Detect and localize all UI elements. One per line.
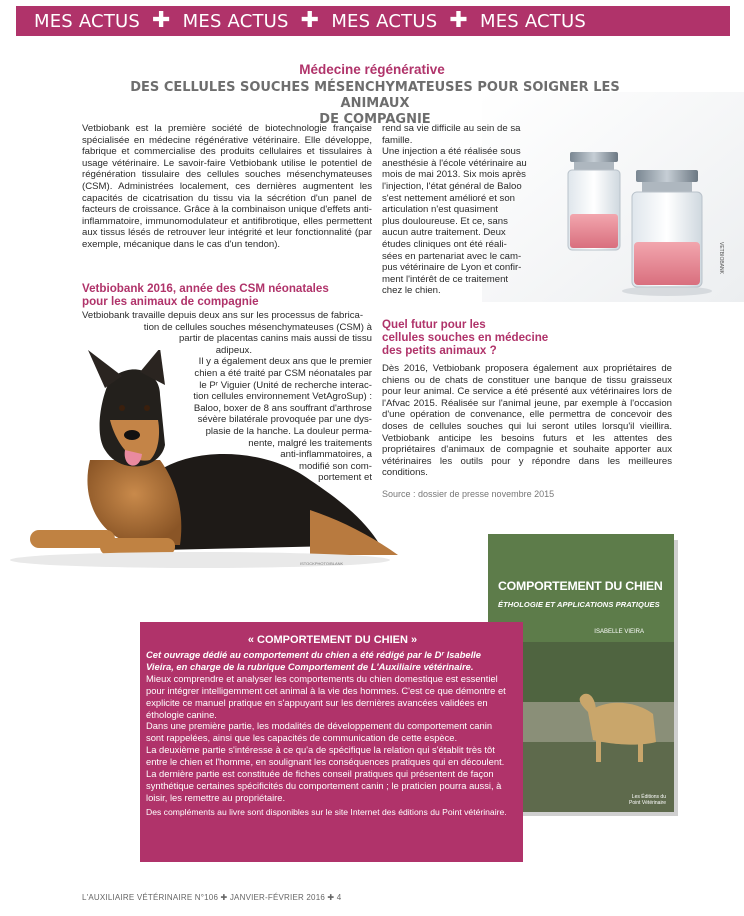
body-line: Baloo, boxer de 8 ans souffrant d'arthrose	[193, 402, 372, 414]
book-box-paragraph: Mieux comprendre et analyser les comportements du chien domestique est essentiel pour intégrer intelligemment cet animal à la vie des hommes. C'est ce que démontre et explicite ce manuel pratique en s'appuyant sur les dernières avancées validées en éthologie canine.	[146, 672, 506, 720]
body-line: articulation n'est quasiment	[382, 204, 498, 216]
body-line: s'est nettement amélioré et son	[382, 192, 516, 204]
body-line: plus douloureuse. Et ce, sans	[382, 215, 508, 227]
body-line: modifié son com-	[298, 460, 372, 472]
intro-paragraph: Vetbiobank est la première société de biotechnologie française spécialisée en médecine régénérative vétérinaire. Elle développe, fabrique et commercialise des produits cellulaires et tissulaires à usage vétérinaire. Le savoir-faire Vetbiobank utilise le potentiel de régénération tissulaire des cellules souches mésenchymateuses (CSM). Administrées localement, ces dernières augmentent les capacités de cicatrisation du tissu via la sécrétion d'un panel de facteurs de croissance. Grâce à la combinaison unique d'effets anti-inflammatoire, immunomodulateur et antifibrotique, elles permettent aux tissus lésés de retrouver leur intégrité et leur fonctionnalité (par exemple, mécanique dans le cas d'un tendon).	[82, 123, 372, 250]
plus-icon: ✚	[449, 8, 468, 33]
body-line: tion cellules environnement VetAgroSup) :	[193, 391, 372, 403]
body-line: portement et	[318, 472, 372, 484]
rubric-title: Médecine régénérative	[299, 62, 445, 77]
headline	[110, 80, 640, 128]
book-box-paragraph: Dans une première partie, les modalités de développement du comportement canin sont rappelées, ainsi que les capacités de communication de cette espèce.	[146, 720, 493, 744]
banner-label: MES ACTUS	[34, 10, 141, 32]
body-line: mois de mai 2013. Six mois après	[382, 169, 526, 181]
body-line: nente, malgré les traitements	[248, 437, 372, 449]
book-review-box	[140, 622, 523, 862]
page-footer: L'AUXILIAIRE VÉTÉRINAIRE N°106 ✚ JANVIER-FÉVRIER 2016 ✚ 4	[82, 893, 342, 902]
headline-line: DES CELLULES SOUCHES MÉSENCHYMATEUSES POUR SOIGNER LES ANIMAUX	[130, 80, 620, 111]
book-cover-publisher	[629, 794, 666, 806]
body-line: plasie de la hanche. La douleur perma-	[205, 425, 372, 437]
section1-title-line: pour les animaux de compagnie	[82, 295, 259, 308]
book-box-paragraph: La deuxième partie s'intéresse à ce qu'a de spécifique la relation qui s'établit très tôt entre le chien et l'homme, en soulignant les conséquences pratiques qui en découlent. La dernière partie est constituée de fiches conseil pratiques qui présentent de façon synthétique certaines spécificités du comportement canin ; le praticien pourra aussi, à loisir, les remettre au propriétaire.	[146, 744, 505, 803]
section1-title-line: Vetbiobank 2016, année des CSM néonatales	[82, 282, 329, 295]
dog-photo	[10, 350, 402, 575]
book-cover-title: COMPORTEMENT DU CHIEN	[498, 579, 663, 593]
body-line: sées en partenariat avec le cam-	[382, 250, 522, 262]
vials-credit: VETBIOBANK	[718, 242, 724, 274]
body-line: adipeux.	[215, 344, 252, 356]
body-line: études cliniques ont été réali-	[382, 238, 507, 250]
body-line: anesthésie à l'école vétérinaire au	[382, 157, 527, 169]
section2-body: Dès 2016, Vetbiobank proposera également aux propriétaires de chiens ou de chats de constituer une banque de tissu graisseux pour leur animal. Ce service a été présenté aux vétérinaires lors de l'Afvac 2015. Réalisée sur l'animal jeune, par exemple à l'occasion d'une opération de convenance, elle permettra de concevoir des doses de cellules souches qui lui seront utiles lorsqu'il vieillira. Vetbiobank anticipe les besoins futurs et les attentes des propriétaires d'animaux de compagnie et souhaite apporter aux vétérinaires les outils pour y répondre dans les meilleures conditions.	[382, 363, 672, 479]
publisher-line: Point Vétérinaire	[629, 800, 666, 806]
banner-label: MES ACTUS	[182, 10, 289, 32]
book-cover-author: ISABELLE VIEIRA	[594, 629, 644, 635]
body-line: Vetbiobank travaille depuis deux ans sur les processus de fabrica-	[82, 310, 364, 321]
headline-line: DE COMPAGNIE	[319, 112, 431, 127]
banner-label: MES ACTUS	[479, 10, 586, 32]
body-line: l'injection, l'état général de Baloo	[382, 180, 522, 192]
section2-title-line: des petits animaux ?	[382, 344, 497, 357]
body-line: chien a été traité par CSM néonatales par	[194, 367, 372, 379]
body-line: anti-inflammatoires, a	[280, 449, 372, 461]
cover-shadow	[674, 540, 678, 816]
section2-title-line: Quel futur pour les	[382, 318, 486, 331]
dog-credit: ISTOCKPHOTO/BLANK	[300, 561, 344, 566]
col2-body	[382, 123, 542, 297]
book-box-title: « COMPORTEMENT DU CHIEN »	[247, 634, 418, 646]
book-cover-subtitle: ÉTHOLOGIE ET APPLICATIONS PRATIQUES	[498, 600, 660, 609]
body-line: chez le chien.	[382, 285, 441, 297]
body-line: tion de cellules souches mésenchymateuses (CSM) à	[143, 321, 372, 333]
body-line: sévère bilatérale provoquée par une dys-	[197, 414, 372, 426]
section2-title-line: cellules souches en médecine	[382, 331, 549, 344]
body-line: pus vétérinaire de Lyon et confir-	[382, 262, 522, 274]
body-line: ment l'intérêt de ce traitement	[382, 273, 509, 285]
section2-title	[382, 318, 552, 357]
book-box-intro: Cet ouvrage dédié au comportement du chien a été rédigé par le Dʳ Isabelle Vieira, en charge de la rubrique Comportement de L'Auxiliaire vétérinaire.	[146, 649, 482, 672]
body-line: Il y a également deux ans que le premier	[198, 356, 372, 368]
plus-icon: ✚	[152, 8, 171, 33]
publisher-line: Les Éditions du	[631, 794, 666, 800]
source-note: Source : dossier de presse novembre 2015	[382, 489, 555, 499]
body-line: rend sa vie difficile au sein de sa famille.	[382, 123, 521, 146]
body-line: aucun autre traitement. Deux	[382, 227, 506, 239]
banner-label: MES ACTUS	[331, 10, 438, 32]
body-line: partir de placentas canins mais aussi de tissu	[178, 333, 372, 345]
body-line: Une injection a été réalisée sous	[382, 146, 521, 158]
plus-icon: ✚	[300, 8, 320, 33]
body-line: le Pʳ Viguier (Unité de recherche interac-	[199, 379, 372, 391]
book-box-note: Des compléments au livre sont disponibles sur le site Internet des éditions du Point vétérinaire.	[146, 806, 507, 817]
section-banner	[16, 6, 730, 36]
section1-title	[82, 282, 372, 308]
